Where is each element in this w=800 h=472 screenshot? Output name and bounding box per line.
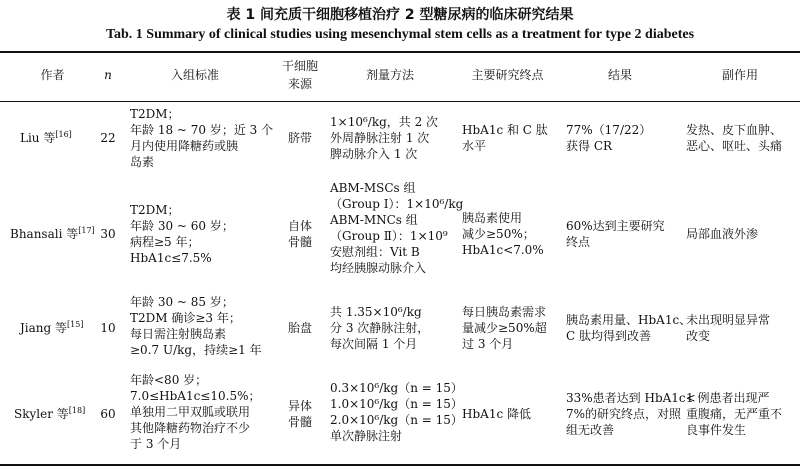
result-cell: 胰岛素用量、HbA1c、 C 肽均得到改善 bbox=[566, 313, 692, 343]
header-author: 作者 bbox=[40, 68, 65, 82]
source-cell: 脐带 bbox=[287, 131, 312, 145]
author-cell: Liu 等[16] bbox=[20, 130, 72, 145]
top-rule bbox=[0, 51, 800, 53]
n-cell: 30 bbox=[100, 227, 116, 241]
author-cell: Jiang 等[15] bbox=[20, 320, 84, 335]
source-cell: 胎盘 bbox=[287, 321, 312, 335]
author-cell: Bhansali 等[17] bbox=[10, 226, 95, 241]
n-cell: 22 bbox=[100, 131, 116, 145]
endpoint-cell: 每日胰岛素需求 量减少≥50%超 过 3 个月 bbox=[462, 305, 547, 351]
header-source-1: 干细胞 bbox=[281, 59, 318, 73]
header-dose: 剂量方法 bbox=[365, 68, 414, 82]
endpoint-cell: HbA1c 降低 bbox=[462, 407, 531, 421]
n-cell: 10 bbox=[100, 321, 116, 335]
author-cell: Skyler 等[18] bbox=[14, 406, 86, 421]
source-cell: 自体 骨髓 bbox=[287, 219, 312, 249]
header-side-effects: 副作用 bbox=[721, 68, 758, 82]
criteria-cell: T2DM； 年龄 18 ~ 70 岁；近 3 个 月内使用降糖药或胰 岛素 bbox=[130, 107, 274, 169]
header-endpoint: 主要研究终点 bbox=[471, 68, 544, 82]
side-effects-cell: 发热、皮下血肿、 恶心、呕吐、头痛 bbox=[686, 123, 783, 153]
endpoint-cell: 胰岛素使用 减少≥50%； HbA1c<7.0% bbox=[462, 211, 544, 257]
header-n: n bbox=[104, 68, 112, 82]
dose-cell: 1×10⁶/kg，共 2 次 外周静脉注射 1 次 脾动脉介入 1 次 bbox=[330, 115, 439, 161]
bottom-rule bbox=[0, 464, 800, 466]
dose-cell: 共 1.35×10⁶/kg 分 3 次静脉注射， 每次间隔 1 个月 bbox=[330, 305, 430, 351]
criteria-cell: 年龄<80 岁； 7.0≤HbA1c≤10.5%； 单独用二甲双胍或联用 其他降糖药物治疗不少 于 3 个月 bbox=[130, 373, 261, 451]
side-effects-cell: 1 例患者出现严 重腹痛，无严重不 良事件发生 bbox=[686, 391, 783, 437]
result-cell: 77%（17/22） 获得 CR bbox=[566, 123, 652, 153]
header-result: 结果 bbox=[607, 68, 632, 82]
header-criteria: 入组标准 bbox=[170, 68, 219, 82]
result-cell: 33%患者达到 HbA1c< 7%的研究终点，对照 组无改善 bbox=[566, 391, 696, 437]
source-cell: 异体 骨髓 bbox=[287, 399, 312, 429]
header-rule bbox=[0, 101, 800, 102]
dose-cell: ABM-MSCs 组 （Group Ⅰ）：1×10⁶/kg ABM-MNCs 组 （Group Ⅱ）：1×10⁹ 安慰剂组：Vit B 均经胰腺动脉介入 bbox=[330, 181, 464, 275]
table-title-cn: 表 1 间充质干细胞移植治疗 2 型糖尿病的临床研究结果 bbox=[226, 7, 574, 23]
side-effects-cell: 局部血液外渗 bbox=[686, 227, 759, 241]
dose-cell: 0.3×10⁶/kg（n = 15） 1.0×10⁶/kg（n = 15） 2.0×10⁶/kg（n = 15） 单次静脉注射 bbox=[330, 381, 463, 443]
n-cell: 60 bbox=[100, 407, 116, 421]
criteria-cell: T2DM； 年龄 30 ~ 60 岁； 病程≥5 年； HbA1c≤7.5% bbox=[130, 203, 234, 265]
endpoint-cell: HbA1c 和 C 肽 水平 bbox=[462, 123, 548, 153]
result-cell: 60%达到主要研究 终点 bbox=[566, 219, 665, 249]
criteria-cell: 年龄 30 ~ 85 岁； T2DM 确诊≥3 年； 每日需注射胰岛素 ≥0.7 U/kg，持续≥1 年 bbox=[130, 295, 262, 357]
table-title-en: Tab. 1 Summary of clinical studies using mesenchymal stem cells as a treatment for type 2 diabetes bbox=[105, 27, 695, 42]
header-source-2: 来源 bbox=[287, 77, 312, 91]
side-effects-cell: 未出现明显异常 改变 bbox=[686, 313, 771, 343]
